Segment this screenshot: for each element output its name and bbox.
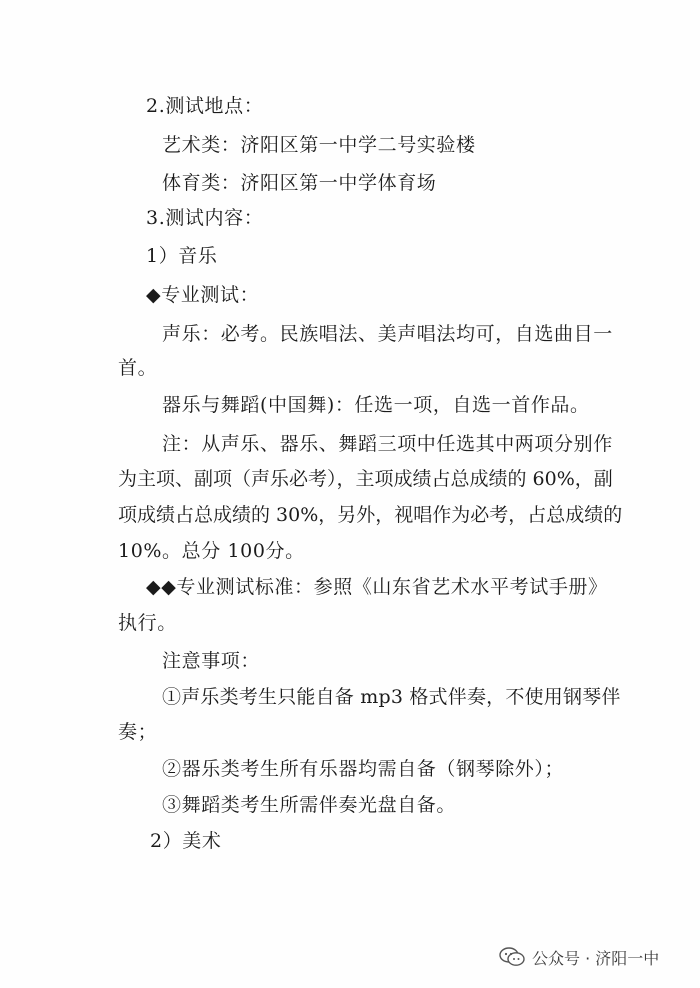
vocal-paragraph-line2: 首。 bbox=[118, 357, 158, 379]
note-paragraph-line3: 项成绩占总成绩的 30%，另外，视唱作为必考，占总成绩的 bbox=[118, 504, 623, 526]
subsection-music: 1）音乐 bbox=[146, 245, 218, 267]
vocal-paragraph-line1: 声乐：必考。民族唱法、美声唱法均可，自选曲目一 bbox=[162, 323, 613, 345]
section-heading-content: 3.测试内容： bbox=[146, 207, 264, 229]
notice-item-2: ②器乐类考生所有乐器均需自备（钢琴除外）； bbox=[162, 758, 565, 780]
subsection-art: 2）美术 bbox=[150, 830, 222, 852]
watermark-text: 公众号 · 济阳一中 bbox=[532, 948, 660, 968]
notice-item-1-line1: ①声乐类考生只能自备 mp3 格式伴奏，不使用钢琴伴 bbox=[162, 686, 621, 708]
standard-paragraph-line1: ◆◆专业测试标准：参照《山东省艺术水平考试手册》 bbox=[146, 576, 608, 598]
notice-item-3: ③舞蹈类考生所需伴奏光盘自备。 bbox=[162, 794, 457, 816]
notice-heading: 注意事项： bbox=[162, 650, 261, 672]
location-sports: 体育类：济阳区第一中学体育场 bbox=[162, 172, 437, 194]
wechat-icon bbox=[498, 946, 526, 968]
location-art: 艺术类：济阳区第一中学二号实验楼 bbox=[162, 134, 476, 156]
note-paragraph-line4: 10%。总分 100分。 bbox=[118, 540, 305, 562]
note-paragraph-line2: 为主项、副项（声乐必考），主项成绩占总成绩的 60%，副 bbox=[118, 468, 613, 490]
standard-paragraph-line2: 执行。 bbox=[118, 612, 177, 634]
watermark bbox=[498, 943, 659, 971]
professional-test-heading: ◆专业测试： bbox=[146, 284, 260, 306]
notice-item-1-line2: 奏； bbox=[118, 721, 158, 743]
instrument-dance-paragraph: 器乐与舞蹈(中国舞)：任选一项，自选一首作品。 bbox=[162, 394, 590, 416]
note-paragraph-line1: 注：从声乐、器乐、舞蹈三项中任选其中两项分别作 bbox=[162, 433, 613, 455]
section-heading-location: 2.测试地点： bbox=[146, 95, 264, 117]
